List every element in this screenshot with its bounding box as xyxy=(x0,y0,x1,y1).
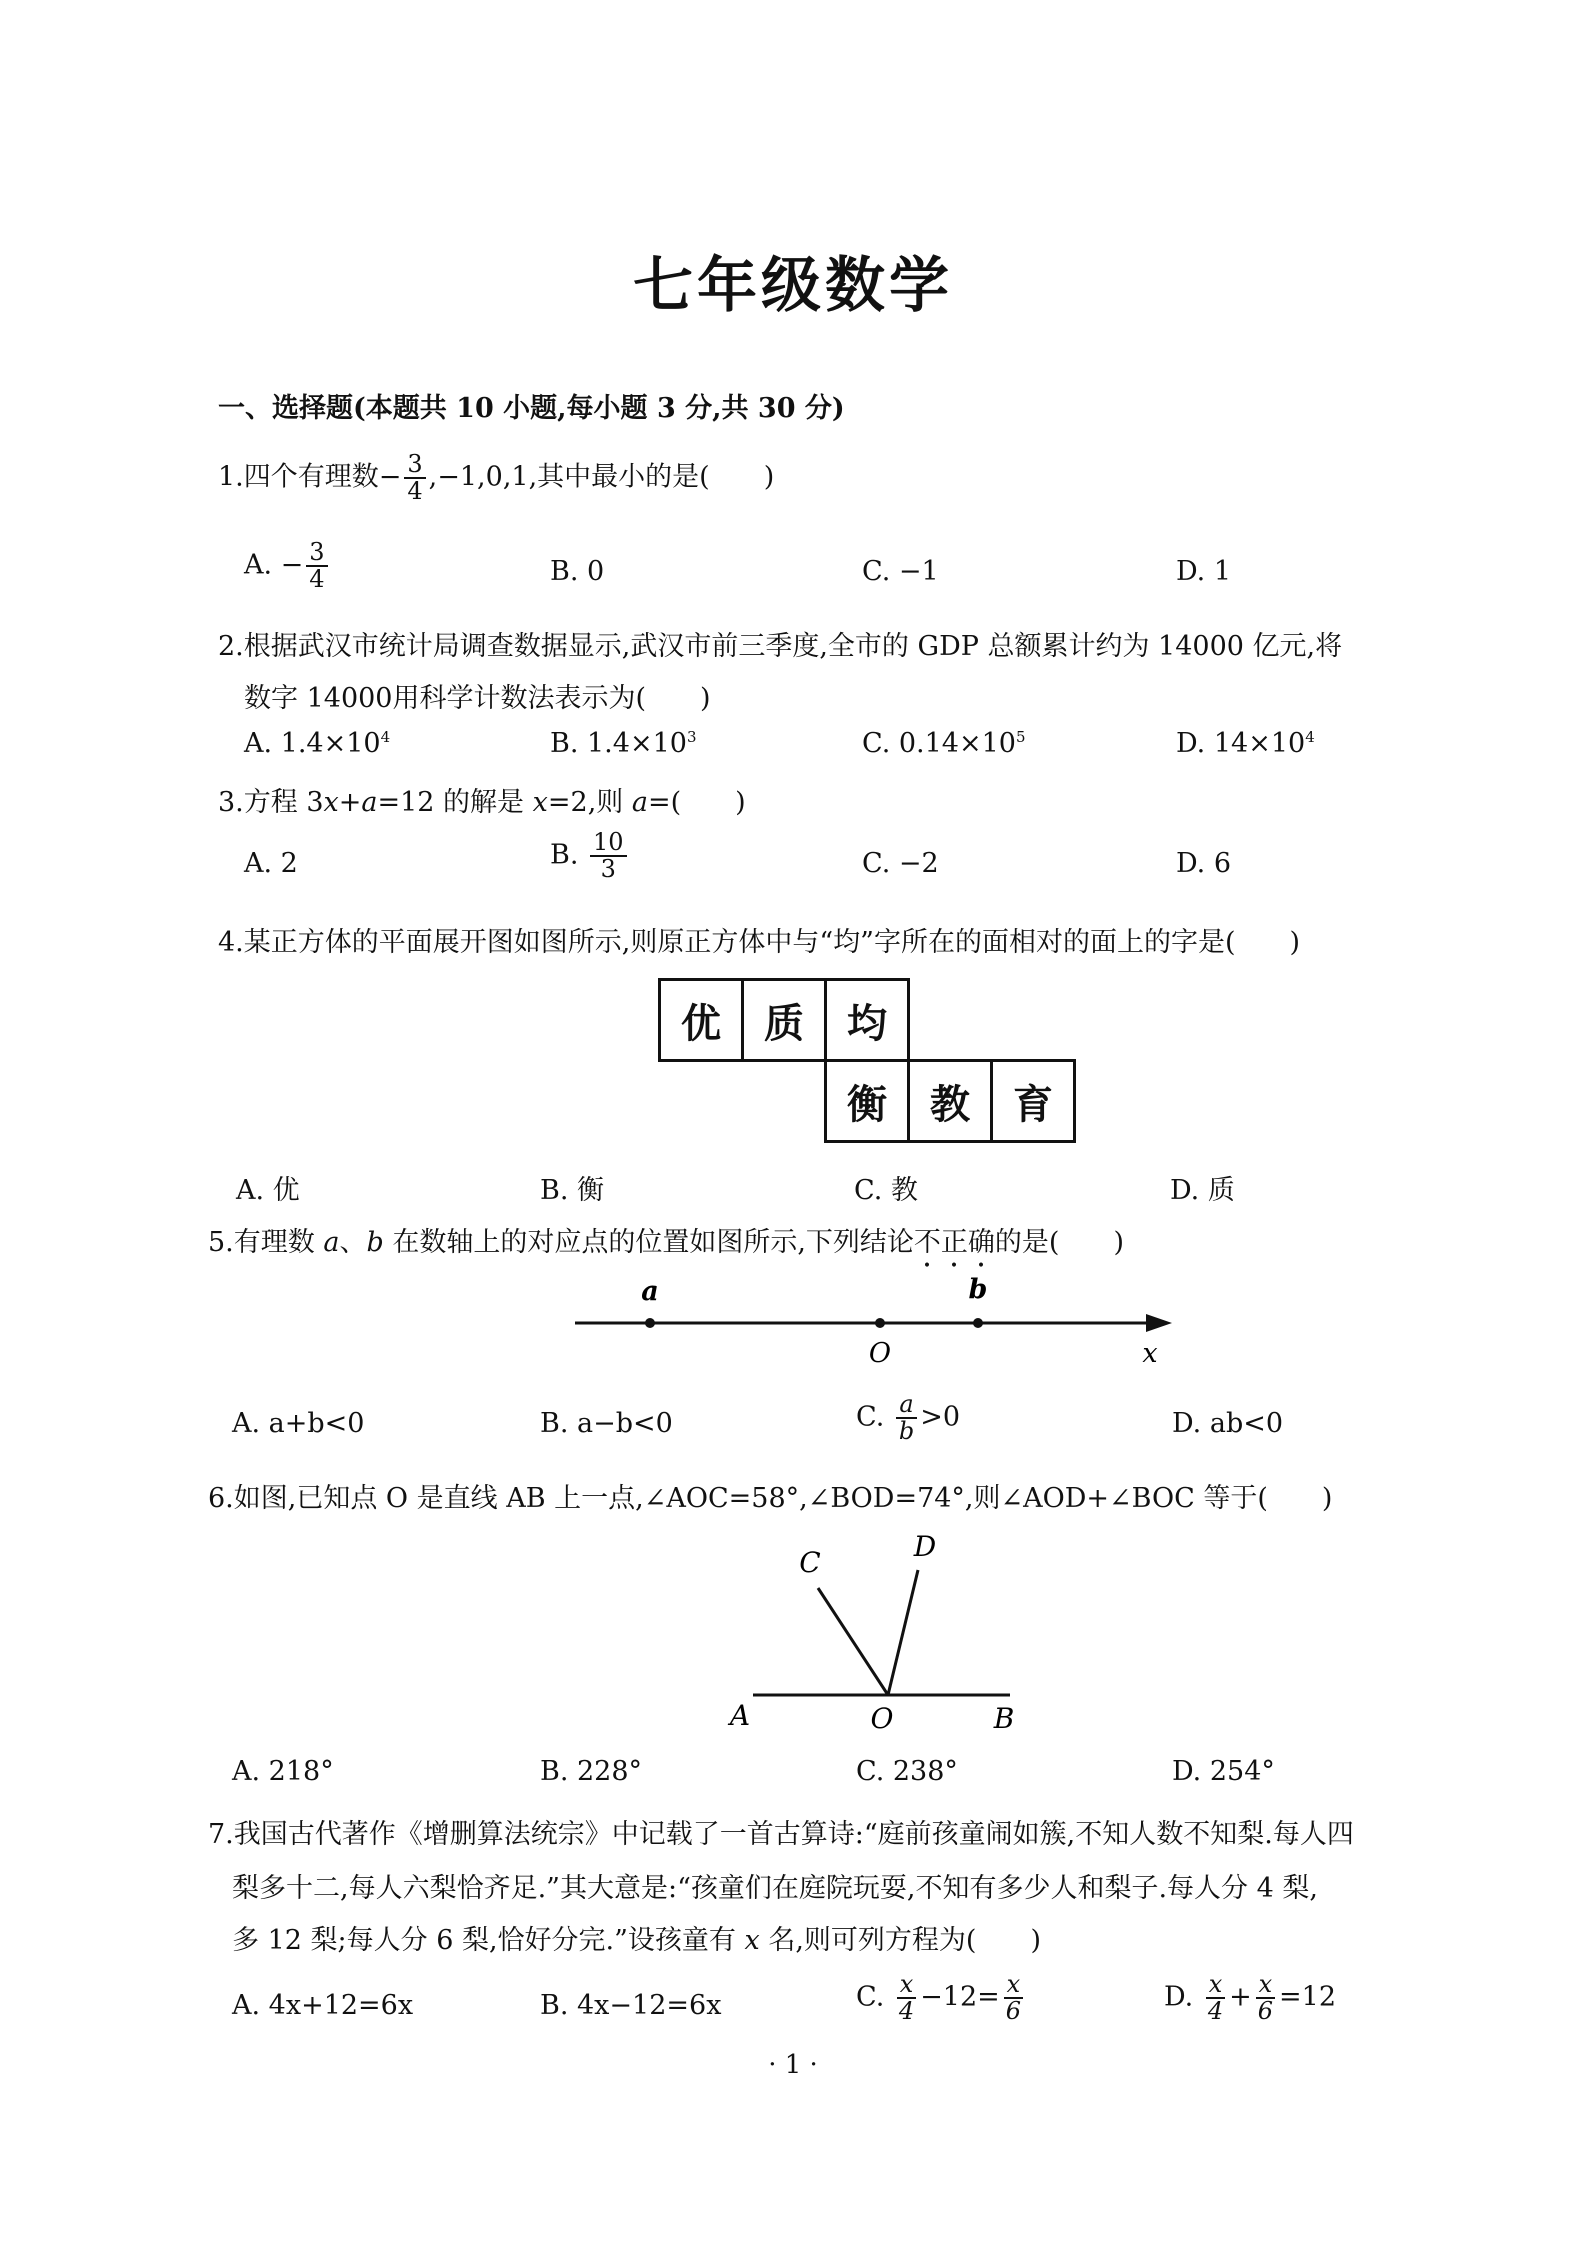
point-a xyxy=(645,1318,655,1328)
q7-c-d2: 6 xyxy=(1005,1997,1022,2026)
point-origin xyxy=(875,1318,885,1328)
q7-option-d xyxy=(1164,1972,1336,2024)
net-cell-6: 育 xyxy=(990,1059,1076,1143)
question-7-line2: 梨多十二,每人六梨恰齐足.”其大意是:“孩童们在庭院玩耍,不知有多少人和梨子.每人分 4 梨, xyxy=(232,1873,1318,1904)
net-cell-3: 均 xyxy=(824,978,910,1062)
q2-b-exp: 3 xyxy=(686,728,697,746)
q3-option-d: D. 6 xyxy=(1176,848,1232,879)
q7-option-a: A. 4x+12=6x xyxy=(232,1990,414,2021)
q5-text-b: 在数轴上的对应点的位置如图所示,下列结论 xyxy=(383,1227,914,1258)
label-b-point: B xyxy=(993,1702,1015,1735)
q3-b-num: 10 xyxy=(590,830,627,857)
section-heading: 一、选择题(本题共 10 小题,每小题 3 分,共 30 分) xyxy=(218,393,845,424)
q6-option-d: D. 254° xyxy=(1172,1756,1275,1787)
q7-d-frac1 xyxy=(1205,1972,1226,2024)
page-title: 七年级数学 xyxy=(633,251,953,321)
q5-c-suffix: >0 xyxy=(920,1401,961,1433)
label-x-axis: x xyxy=(1142,1338,1158,1369)
q7-var-x: x xyxy=(744,1925,760,1956)
label-b: b xyxy=(968,1274,988,1305)
q1-a-den: 4 xyxy=(309,565,325,594)
q5-emphasis: 不正确 xyxy=(913,1227,995,1258)
q2-b-base: B. 1.4×10 xyxy=(550,728,687,759)
label-a-point: A xyxy=(729,1699,751,1732)
question-7-line1: 7.我国古代著作《增删算法统宗》中记载了一首古算诗:“庭前孩童闹如簇,不知人数不知梨.每人四 xyxy=(208,1819,1354,1850)
q1-option-b: B. 0 xyxy=(550,556,605,587)
q7-d-n1: x xyxy=(1206,1972,1226,1999)
q3-text-b: + xyxy=(338,787,362,818)
q7-d-suffix: =12 xyxy=(1279,1981,1337,2013)
q5-option-a: A. a+b<0 xyxy=(232,1408,365,1439)
q5-option-c xyxy=(856,1392,960,1444)
net-cell-5: 教 xyxy=(907,1059,993,1143)
q6-option-c: C. 238° xyxy=(856,1756,958,1787)
q1-option-d: D. 1 xyxy=(1176,556,1232,587)
q4-option-a: A. 优 xyxy=(236,1175,300,1206)
q7-option-b: B. 4x−12=6x xyxy=(540,1990,722,2021)
q5-var-b: b xyxy=(366,1227,384,1258)
ray-od xyxy=(888,1570,918,1695)
point-b xyxy=(973,1318,983,1328)
q7-line3-a: 多 12 梨;每人分 6 梨,恰好分完.”设孩童有 xyxy=(232,1925,745,1956)
q2-d-exp: 4 xyxy=(1305,728,1315,746)
q7-d-frac2 xyxy=(1255,1972,1276,2024)
q3-text-d: =2,则 xyxy=(547,787,632,818)
net-cell-2: 质 xyxy=(741,978,827,1062)
q2-c-exp: 5 xyxy=(1015,728,1026,746)
q4-option-c: C. 教 xyxy=(854,1175,918,1206)
q1-prefix: 1.四个有理数− xyxy=(218,461,402,493)
q3-text-e: =( ) xyxy=(647,787,746,818)
q3-var-x-2: x xyxy=(532,787,548,818)
q7-c-frac1 xyxy=(896,1972,917,2024)
number-line xyxy=(575,1274,1172,1369)
question-2-line2: 数字 14000用科学计数法表示为( ) xyxy=(244,683,711,714)
q1-option-c: C. −1 xyxy=(862,556,939,587)
q1-a-num: 3 xyxy=(306,540,327,567)
q7-d-n2: x xyxy=(1256,1972,1276,1999)
q6-option-b: B. 228° xyxy=(540,1756,643,1787)
q4-option-b: B. 衡 xyxy=(540,1175,605,1206)
q7-c-d1: 4 xyxy=(898,1997,915,2026)
q7-option-c xyxy=(856,1972,1027,2024)
q7-d-d2: 6 xyxy=(1257,1997,1274,2026)
q7-c-mid: −12= xyxy=(920,1981,1000,2013)
label-o-point: O xyxy=(870,1702,894,1735)
q3-var-a-2: a xyxy=(631,787,648,818)
q7-c-frac2 xyxy=(1003,1972,1024,2024)
q4-option-d: D. 质 xyxy=(1170,1175,1235,1206)
question-7-line3 xyxy=(232,1918,1041,1957)
q7-d-prefix: D. xyxy=(1164,1981,1202,2013)
q3-text-a: 3.方程 3 xyxy=(218,787,324,818)
q5-c-prefix: C. xyxy=(856,1401,893,1433)
q2-d-base: D. 14×10 xyxy=(1176,728,1306,759)
q7-d-mid: + xyxy=(1229,1981,1252,2013)
q7-line3-b: 名,则可列方程为( ) xyxy=(759,1925,1041,1956)
label-c: C xyxy=(799,1546,821,1579)
q2-a-exp: 4 xyxy=(380,728,391,746)
q1-a-prefix: A. − xyxy=(244,549,304,581)
q3-b-prefix: B. xyxy=(550,839,588,871)
q3-var-a: a xyxy=(361,787,378,818)
q5-option-d: D. ab<0 xyxy=(1172,1408,1284,1439)
q3-var-x: x xyxy=(323,787,339,818)
q3-text-c: =12 的解是 xyxy=(377,787,533,818)
page-number: · 1 · xyxy=(768,2050,818,2080)
q2-a-base: A. 1.4×10 xyxy=(244,728,381,759)
q1-frac-den: 4 xyxy=(407,477,423,506)
q5-c-fraction xyxy=(896,1392,917,1444)
net-cell-1: 优 xyxy=(658,978,744,1062)
net-cell-4: 衡 xyxy=(824,1059,910,1143)
label-origin: O xyxy=(868,1338,892,1369)
question-2-line1: 2.根据武汉市统计局调查数据显示,武汉市前三季度,全市的 GDP 总额累计约为 14000 亿元,将 xyxy=(218,631,1343,662)
q5-c-num: a xyxy=(896,1392,916,1419)
q1-frac-num: 3 xyxy=(404,452,425,479)
q3-option-a: A. 2 xyxy=(244,848,298,879)
label-d: D xyxy=(913,1530,937,1563)
q5-text-sep: 、 xyxy=(339,1227,367,1258)
q5-var-a: a xyxy=(323,1227,340,1258)
q7-c-prefix: C. xyxy=(856,1981,893,2013)
angle-figure xyxy=(727,1530,1014,1735)
q7-c-n2: x xyxy=(1004,1972,1024,1999)
question-6: 6.如图,已知点 O 是直线 AB 上一点,∠AOC=58°,∠BOD=74°,则∠AOD+∠BOC 等于( ) xyxy=(208,1483,1333,1514)
q5-c-den: b xyxy=(898,1417,915,1446)
q7-c-n1: x xyxy=(897,1972,917,1999)
q6-option-a: A. 218° xyxy=(232,1756,334,1787)
q3-b-den: 3 xyxy=(600,855,616,884)
number-line-arrow xyxy=(1146,1314,1172,1332)
q5-text-c: 的是( ) xyxy=(994,1227,1124,1258)
label-a: a xyxy=(641,1276,659,1307)
q3-option-c: C. −2 xyxy=(862,848,939,879)
q5-option-b: B. a−b<0 xyxy=(540,1408,673,1439)
q2-c-base: C. 0.14×10 xyxy=(862,728,1016,759)
q7-d-d1: 4 xyxy=(1207,1997,1224,2026)
question-4: 4.某正方体的平面展开图如图所示,则原正方体中与“均”字所在的面相对的面上的字是( ) xyxy=(218,927,1301,958)
ray-oc xyxy=(818,1588,888,1695)
q1-suffix: ,−1,0,1,其中最小的是( ) xyxy=(428,461,775,493)
q5-text-a: 5.有理数 xyxy=(208,1227,324,1258)
